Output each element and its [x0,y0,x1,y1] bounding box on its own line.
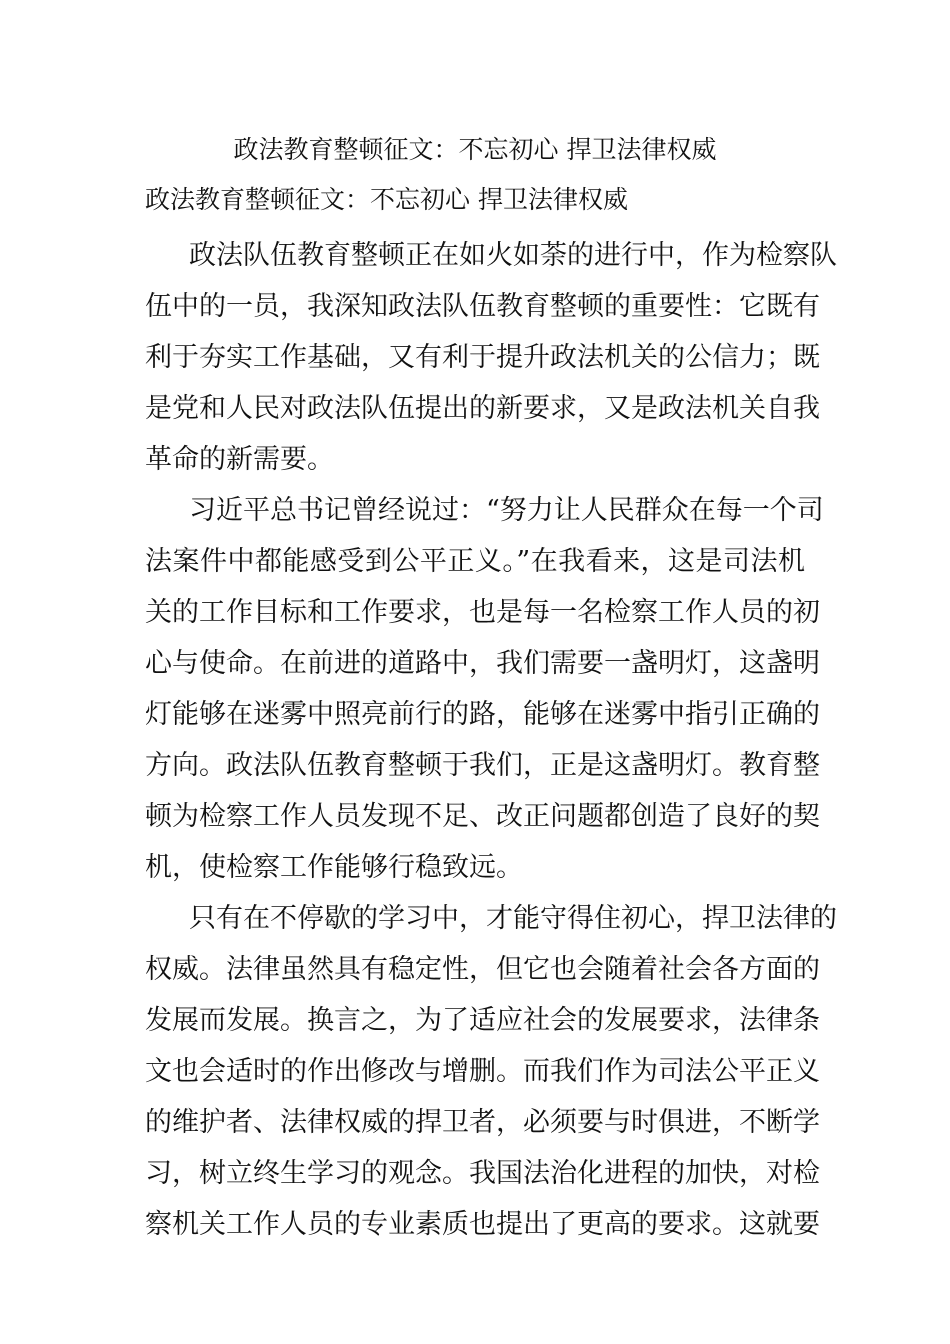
paragraph-3 [145,893,837,1250]
paragraph-line: 只有在不停歇的学习中，才能守得住初心，捍卫法律的 [189,903,837,934]
document-title: 政法教育整顿征文：不忘初心 捍卫法律权威 [233,135,717,164]
paragraph-line: 机，使检察工作能够行稳致远。 [145,852,523,883]
paragraph-line: 权威。法律虽然具有稳定性，但它也会随着社会各方面的 [145,954,820,985]
paragraph-line: 顿为检察工作人员发现不足、改正问题都创造了良好的契 [145,801,820,832]
paragraph-2 [145,485,824,893]
paragraph-line: 是党和人民对政法队伍提出的新要求，又是政法机关自我 [145,393,820,424]
paragraph-line: 政法队伍教育整顿正在如火如荼的进行中，作为检察队 [189,240,837,271]
paragraph-line: 关的工作目标和工作要求，也是每一名检察工作人员的初 [145,597,820,628]
paragraph-line: 心与使命。在前进的道路中，我们需要一盏明灯，这盏明 [145,648,820,679]
paragraph-1 [145,230,837,485]
paragraph-line: 文也会适时的作出修改与增删。而我们作为司法公平正义 [145,1056,820,1087]
paragraph-line: 察机关工作人员的专业素质也提出了更高的要求。这就要 [145,1209,820,1240]
paragraph-line: 灯能够在迷雾中照亮前行的路，能够在迷雾中指引正确的 [145,699,820,730]
paragraph-line: 方向。政法队伍教育整顿于我们，正是这盏明灯。教育整 [145,750,820,781]
paragraph-line: 习，树立终生学习的观念。我国法治化进程的加快，对检 [145,1158,820,1189]
paragraph-line: 革命的新需要。 [145,444,334,475]
paragraph-line: 利于夯实工作基础，又有利于提升政法机关的公信力；既 [145,342,820,373]
paragraph-line: 法案件中都能感受到公平正义。”在我看来，这是司法机 [145,546,805,577]
document-body [145,230,837,1250]
paragraph-line: 伍中的一员，我深知政法队伍教育整顿的重要性：它既有 [145,291,820,322]
paragraph-line: 习近平总书记曾经说过：“努力让人民群众在每一个司 [189,495,824,526]
paragraph-line: 的维护者、法律权威的捍卫者，必须要与时俱进，不断学 [145,1107,820,1138]
document-subtitle: 政法教育整顿征文：不忘初心 捍卫法律权威 [145,185,628,214]
paragraph-line: 发展而发展。换言之，为了适应社会的发展要求，法律条 [145,1005,820,1036]
